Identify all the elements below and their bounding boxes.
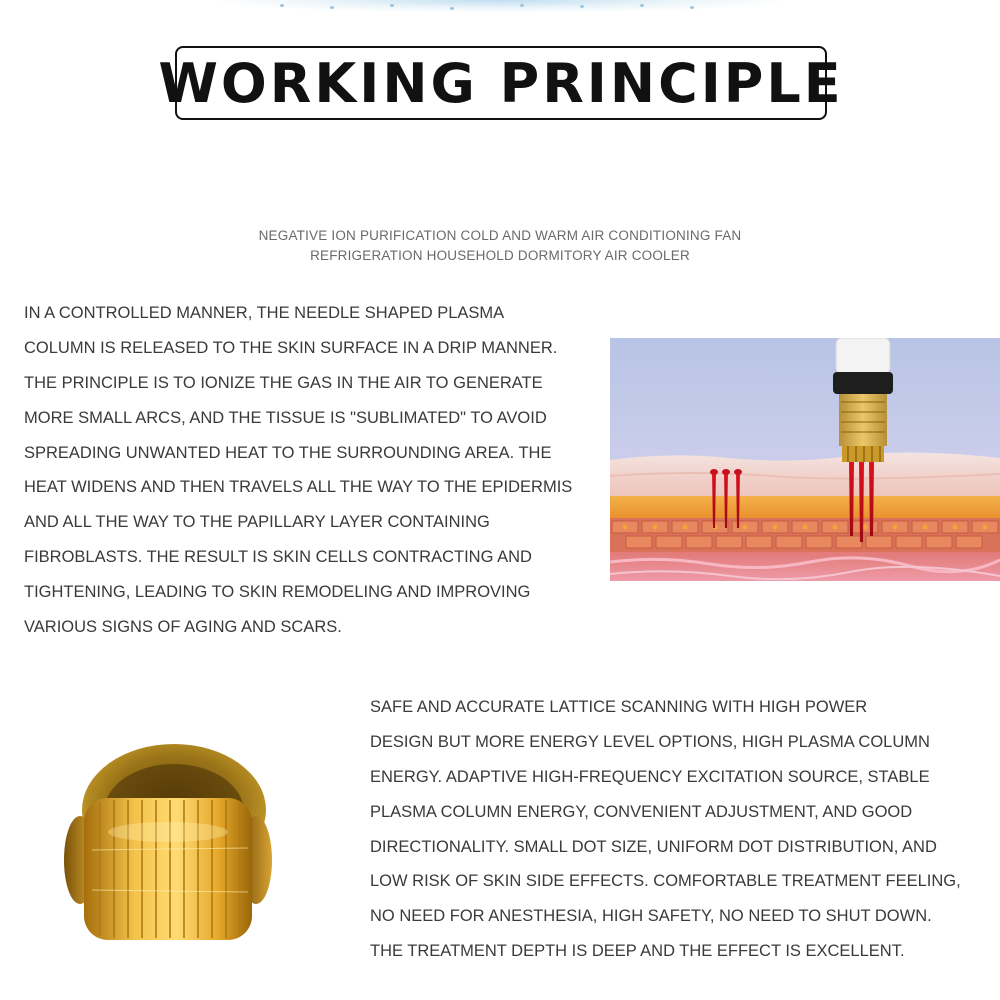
subtitle: [200, 226, 800, 266]
principle-paragraph: [24, 296, 572, 645]
paragraph-line: HEAT WIDENS AND THEN TRAVELS ALL THE WAY TO THE EPIDERMIS: [24, 478, 573, 497]
paragraph-line: NO NEED FOR ANESTHESIA, HIGH SAFETY, NO NEED TO SHUT DOWN.: [370, 907, 932, 926]
paragraph-line: DIRECTIONALITY. SMALL DOT SIZE, UNIFORM DOT DISTRIBUTION, AND: [370, 837, 937, 856]
paragraph-line: SPREADING UNWANTED HEAT TO THE SURROUNDING AREA. THE: [24, 443, 552, 462]
paragraph-line: LOW RISK OF SKIN SIDE EFFECTS. COMFORTABLE TREATMENT FEELING,: [370, 872, 961, 891]
paragraph-line: SAFE AND ACCURATE LATTICE SCANNING WITH HIGH POWER: [370, 698, 868, 716]
paragraph-line: MORE SMALL ARCS, AND THE TISSUE IS "SUBLIMATED" TO AVOID: [24, 408, 547, 427]
top-splash-decoration: [220, 0, 780, 12]
title-box: [158, 46, 844, 120]
page-title: WORKING PRINCIPLE: [158, 51, 844, 115]
golden-roller-image: [62, 740, 274, 950]
paragraph-line: VARIOUS SIGNS OF AGING AND SCARS.: [24, 618, 342, 637]
paragraph-line: PLASMA COLUMN ENERGY, CONVENIENT ADJUSTMENT, AND GOOD: [370, 802, 913, 821]
subtitle-line-1: NEGATIVE ION PURIFICATION COLD AND WARM AIR CONDITIONING FAN: [258, 228, 742, 243]
plasma-skin-diagram-image: [610, 338, 1000, 581]
paragraph-line: FIBROBLASTS. THE RESULT IS SKIN CELLS CONTRACTING AND: [24, 548, 532, 567]
paragraph-line: IN A CONTROLLED MANNER, THE NEEDLE SHAPED PLASMA: [24, 304, 505, 322]
paragraph-line: TIGHTENING, LEADING TO SKIN REMODELING AND IMPROVING: [24, 583, 531, 602]
paragraph-line: THE PRINCIPLE IS TO IONIZE THE GAS IN THE AIR TO GENERATE: [24, 373, 543, 392]
paragraph-line: THE TREATMENT DEPTH IS DEEP AND THE EFFECT IS EXCELLENT.: [370, 942, 905, 961]
paragraph-line: AND ALL THE WAY TO THE PAPILLARY LAYER CONTAINING: [24, 513, 490, 532]
paragraph-line: COLUMN IS RELEASED TO THE SKIN SURFACE IN A DRIP MANNER.: [24, 338, 558, 357]
paragraph-line: DESIGN BUT MORE ENERGY LEVEL OPTIONS, HIGH PLASMA COLUMN: [370, 732, 930, 751]
features-paragraph: [370, 690, 961, 969]
paragraph-line: ENERGY. ADAPTIVE HIGH-FREQUENCY EXCITATION SOURCE, STABLE: [370, 767, 930, 786]
subtitle-line-2: REFRIGERATION HOUSEHOLD DORMITORY AIR COOLER: [310, 248, 690, 263]
plasma-skin-diagram-icon: [610, 338, 1000, 581]
golden-roller-head-icon: [62, 740, 274, 950]
